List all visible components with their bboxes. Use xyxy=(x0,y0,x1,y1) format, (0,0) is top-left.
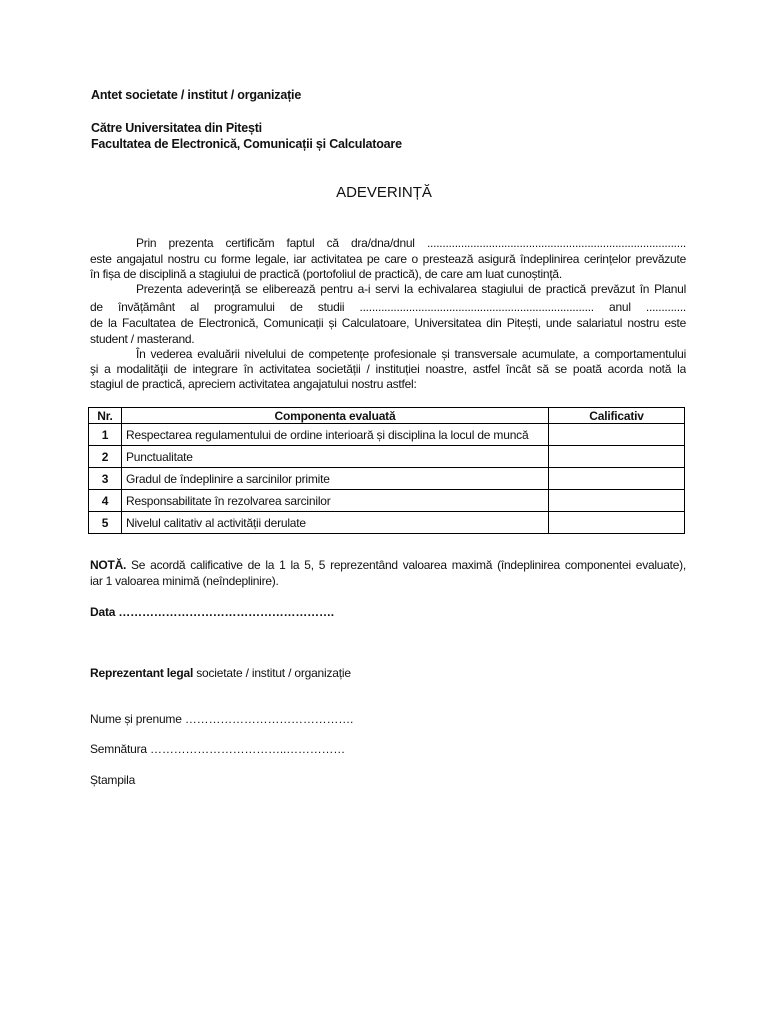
row-number: 1 xyxy=(89,424,122,446)
document-title: ADEVERINȚĂ xyxy=(336,184,432,201)
row-number: 4 xyxy=(89,490,122,512)
table-row xyxy=(89,512,685,534)
rating-cell[interactable] xyxy=(549,446,685,468)
header-rating: Calificativ xyxy=(549,408,685,424)
table-row xyxy=(89,468,685,490)
body-line-3: în fișa de disciplină a stagiului de practică (portofoliul de practică), de care am luat cunoștință. xyxy=(90,267,562,281)
note-text-1: Se acordă calificative de la 1 la 5, 5 reprezentând valoarea maximă (îndeplinirea componentei evaluate), xyxy=(126,558,686,572)
letterhead: Antet societate / institut / organizație xyxy=(91,88,302,102)
signature-field[interactable]: Semnătura ……………………………..…………… xyxy=(90,742,346,756)
evaluation-table xyxy=(88,407,685,534)
header-component: Componenta evaluată xyxy=(122,408,549,424)
body-line-9: şi a modalităţii de integrare în activitatea societății / instituției noastre, astfel încât să se poată acorda notă la xyxy=(90,362,686,376)
row-component: Respectarea regulamentului de ordine interioară și disciplina la locul de muncă xyxy=(122,424,549,446)
name-field[interactable]: Nume și prenume ……………………………………. xyxy=(90,712,354,726)
body-line-4: Prezenta adeverință se eliberează pentru a-i servi la echivalarea stagiului de practică prevăzut în Planul xyxy=(136,282,686,296)
date-line[interactable]: Data ………………………………………………. xyxy=(90,605,334,619)
note-line-1 xyxy=(90,558,686,572)
body-line-2: este angajatul nostru cu forme legale, iar activitatea pe care o prestează asigură îndeplinirea cerințelor prevăzute xyxy=(90,252,686,266)
header-nr: Nr. xyxy=(89,408,122,424)
row-component: Gradul de îndeplinire a sarcinilor primite xyxy=(122,468,549,490)
table-row xyxy=(89,446,685,468)
table-row xyxy=(89,490,685,512)
body-line-5: de învățământ al programului de studii ............................................................................ anul ............. xyxy=(90,300,686,314)
legal-representative-line xyxy=(90,666,351,680)
rating-cell[interactable] xyxy=(549,512,685,534)
note-label: NOTĂ. xyxy=(90,558,127,572)
note-line-2: iar 1 valoarea minimă (neîndeplinire). xyxy=(90,574,279,588)
legal-representative-label: Reprezentant legal xyxy=(90,666,194,680)
legal-representative-rest: societate / institut / organizație xyxy=(193,666,351,680)
row-number: 5 xyxy=(89,512,122,534)
body-line-6: de la Facultatea de Electronică, Comunicații și Calculatoare, Universitatea din Pitești, unde salariatul nostru este xyxy=(90,316,686,330)
row-component: Nivelul calitativ al activității derulate xyxy=(122,512,549,534)
body-line-8: În vederea evaluării nivelului de competențe profesionale și transversale acumulate, a comportamentului xyxy=(136,347,686,361)
table-header-row xyxy=(89,408,685,424)
row-component: Punctualitate xyxy=(122,446,549,468)
body-line-1: Prin prezenta certificăm faptul că dra/dna/dnul .................................................................................... xyxy=(136,236,686,250)
row-number: 3 xyxy=(89,468,122,490)
body-line-7: student / masterand. xyxy=(90,332,195,346)
stamp-label: Ștampila xyxy=(90,773,136,787)
rating-cell[interactable] xyxy=(549,424,685,446)
row-component: Responsabilitate în rezolvarea sarcinilor xyxy=(122,490,549,512)
rating-cell[interactable] xyxy=(549,490,685,512)
body-line-10: stagiul de practică, apreciem activitatea angajatului nostru astfel: xyxy=(90,377,417,391)
addressee-faculty: Facultatea de Electronică, Comunicații și Calculatoare xyxy=(91,137,402,151)
rating-cell[interactable] xyxy=(549,468,685,490)
row-number: 2 xyxy=(89,446,122,468)
table-row xyxy=(89,424,685,446)
addressee-university: Către Universitatea din Pitești xyxy=(91,121,262,135)
